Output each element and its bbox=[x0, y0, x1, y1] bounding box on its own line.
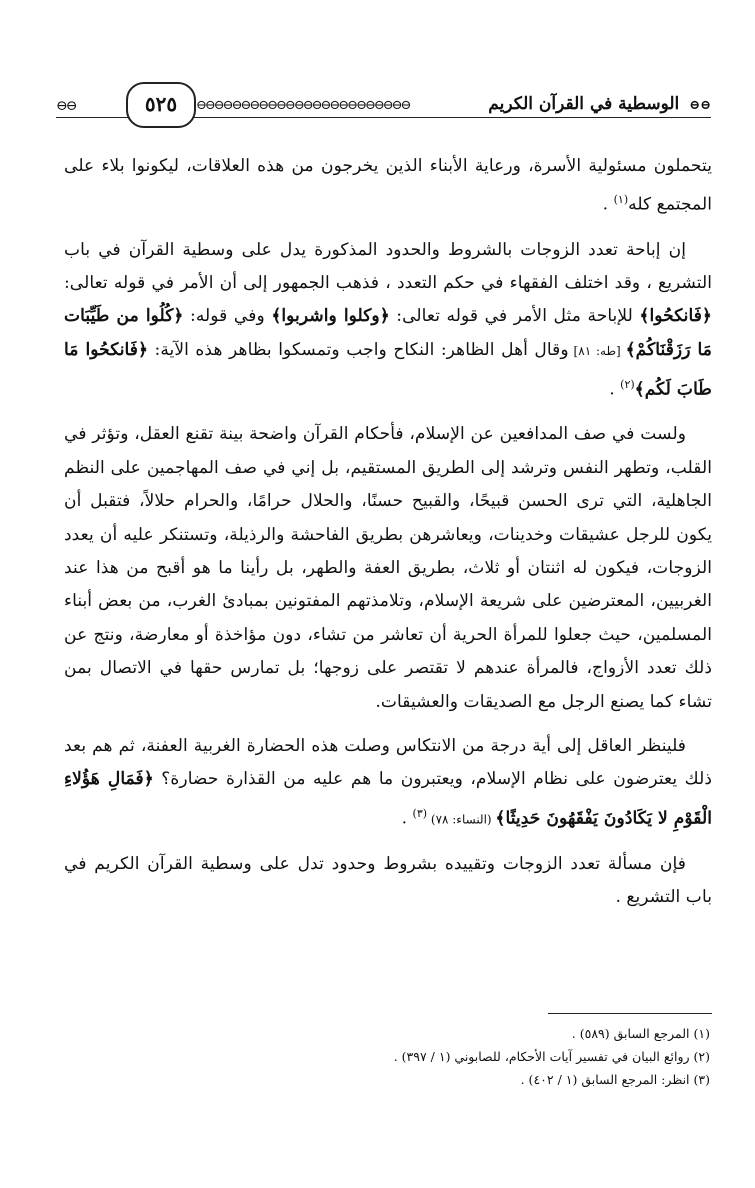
footnote-marker: (٣) bbox=[412, 806, 428, 820]
footnotes bbox=[64, 1022, 712, 1091]
verse-reference: (النساء: ٧٨) bbox=[427, 812, 496, 827]
footnote-marker: (١) bbox=[613, 193, 629, 207]
paragraph bbox=[64, 730, 712, 837]
paragraph-text: للإباحة مثل الأمر في قوله تعالى: bbox=[389, 306, 640, 327]
footnote-marker: (٢) bbox=[620, 378, 635, 392]
ornament-right: ⊖⊖ bbox=[689, 98, 711, 113]
page-number: ٥٢٥ bbox=[126, 82, 196, 128]
quran-verse: ﴿كُلُوا من طَيِّبَات مَا رَزَقْنَاكُمْ﴾ bbox=[64, 306, 713, 360]
paragraph-text: ولست في صف المدافعين عن الإسلام، فأحكام القرآن واضحة بينة تقنع العقل، وتؤثر في القلب، وتطهر النفس وترشد إلى الطريق المستقيم، بل إني في صف المهاجمين على النظم الجاهلية، التي ترى الحسن قبيحًا، والقبيح حسنًا، والحلال حرامًا، والحرام حلالاً، فتقبل أن يكون للرجل عشيقات وخدينات، ويعاشرهن بطريق الفاحشة والرذيلة، وتستنكر عليه أن يعدد الزوجات، فيكون له اثنتان أو ثلاث، بطريق العفة والطهر، بل رأينا ما هو أقبح من هذا عند الغربيين، المعترضين على شريعة الإسلام، وتلامذتهم المفتونين بمبادئ الغرب، من بعض أبناء المسلمين، حيث جعلوا للمرأة الحرية أن تعاشر من تشاء، دون مؤاخذة أو معارضة، ونتج عن ذلك تعدد الأزواج، فالمرأة عندهم لا تقتصر على زوجها؛ بل تمارس حقها في الاتصال بمن تشاء كما يصنع الرجل مع الصديقات والعشيقات. bbox=[64, 424, 712, 712]
paragraph bbox=[64, 848, 712, 915]
quran-verse: ﴿فَانكحُوا مَا طَابَ لَكُم﴾ bbox=[64, 339, 712, 400]
paragraph-text: إن إباحة تعدد الزوجات بالشروط والحدود المذكورة يدل على وسطية القرآن في باب التشريع ، وقد اختلف الفقهاء في حكم التعدد ، فذهب الجمهور إلى أن الأمر في قوله تعالى: bbox=[64, 239, 712, 293]
ornament-left: ⊖⊖ bbox=[56, 98, 76, 114]
page-header bbox=[56, 80, 711, 132]
paragraph-text: . bbox=[609, 379, 621, 400]
paragraph-text: يتحملون مسئولية الأسرة، ورعاية الأبناء الذين يخرجون من هذه العلاقات، ليكونوا بلاء على المجتمع كله bbox=[64, 156, 712, 216]
paragraph-text: . bbox=[401, 808, 413, 829]
paragraph-text: . bbox=[602, 195, 614, 216]
paragraph-text: فلينظر العاقل إلى أية درجة من الانتكاس وصلت هذه الحضارة الغربية العفنة، ثم هم بعد ذلك يعترضون على نظام الإسلام، ويعتبرون ما هم عليه من القذارة حضارة؟ bbox=[64, 735, 712, 790]
book-title: الوسطية في القرآن الكريم bbox=[488, 94, 680, 114]
footnote-rule bbox=[548, 1013, 712, 1014]
quran-verse: ﴿فَانكحُوا﴾ bbox=[639, 306, 712, 327]
paragraph bbox=[64, 418, 712, 719]
quran-verse: ﴿فَمَالِ هَؤُلاءِ الْقَوْمِ لا يَكَادُونَ يَفْقَهُونَ حَدِيثًا﴾ bbox=[64, 769, 712, 829]
footnote: (٣) انظر: المرجع السابق (١ / ٤٠٢) . bbox=[520, 1072, 710, 1087]
paragraph bbox=[64, 234, 712, 408]
main-text bbox=[64, 150, 712, 926]
running-title bbox=[488, 94, 711, 114]
paragraph-text: وفي قوله: bbox=[183, 306, 272, 327]
paragraph-text: فإن مسألة تعدد الزوجات وتقييده بشروط وحدود تدل على وسطية القرآن الكريم في باب التشريع . bbox=[64, 853, 712, 908]
quran-verse: ﴿وكلوا واشربوا﴾ bbox=[271, 306, 390, 327]
paragraph bbox=[64, 150, 712, 223]
footnote: (١) المرجع السابق (٥٨٩) . bbox=[571, 1026, 710, 1041]
footnote: (٢) روائع البيان في تفسير آيات الأحكام، للصابوني (١ / ٣٩٧) . bbox=[393, 1049, 710, 1064]
verse-reference: [طه: ٨١] bbox=[568, 343, 626, 358]
paragraph-text: وقال أهل الظاهر: النكاح واجب وتمسكوا بظاهر هذه الآية: bbox=[148, 339, 569, 360]
ornament-divider: ⊖⊖⊖⊖⊖⊖⊖⊖⊖⊖⊖⊖⊖⊖⊖⊖⊖⊖⊖⊖⊖⊖⊖⊖ bbox=[196, 98, 410, 113]
